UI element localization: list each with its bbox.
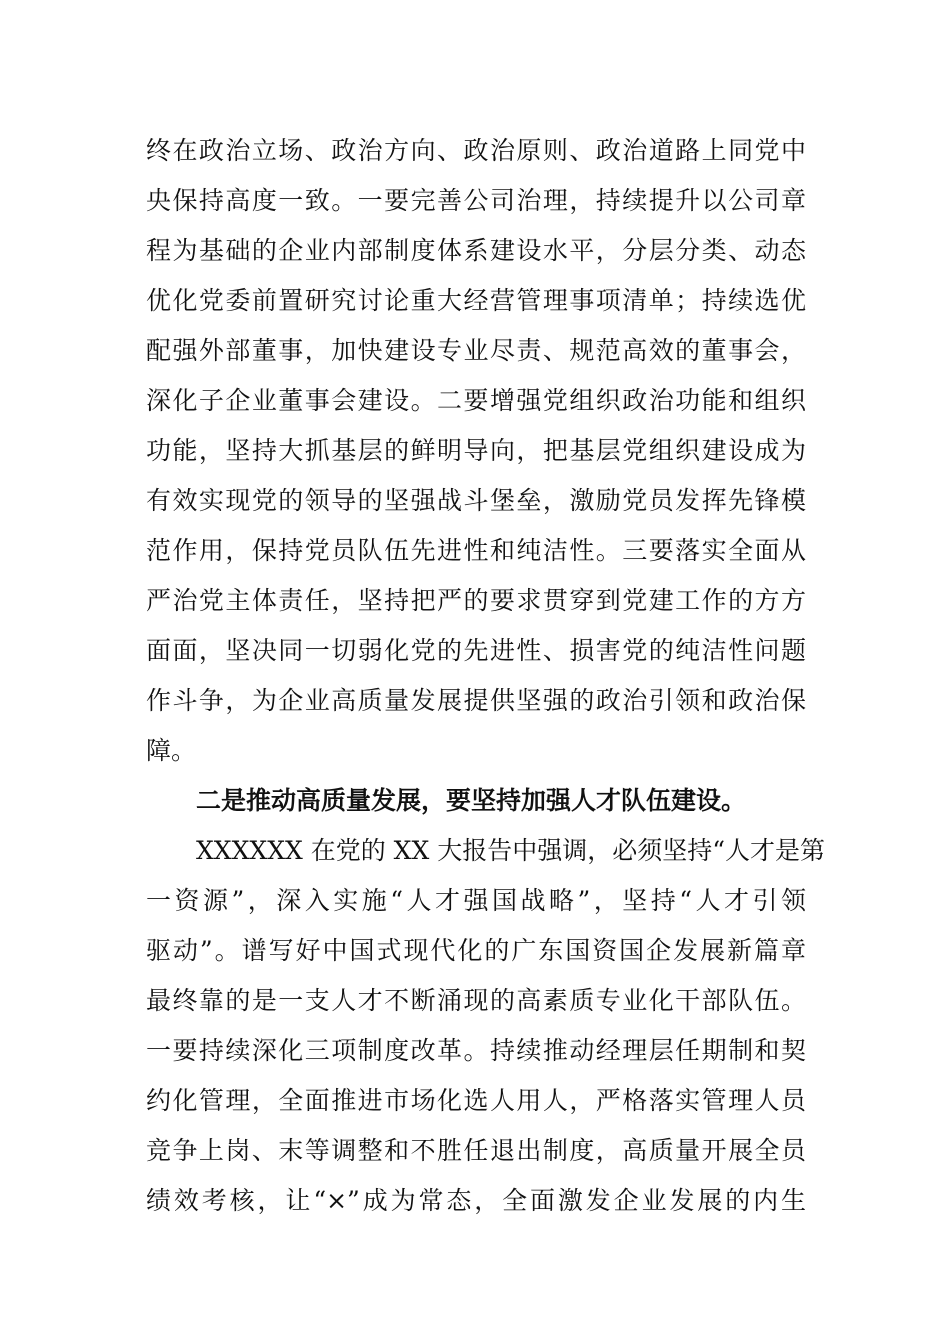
text-line: 竞争上岗、末等调整和不胜任退出制度，高质量开展全员 (146, 1136, 806, 1165)
text-line: 面面，坚决同一切弱化党的先进性、损害党的纯洁性问题 (146, 636, 806, 665)
text-line: 一资源”，深入实施“人才强国战略”，坚持“人才引领 (146, 886, 806, 915)
text-line: 深化子企业董事会建设。二要增强党组织政治功能和组织 (146, 386, 806, 415)
text-line: 终在政治立场、政治方向、政治原则、政治道路上同党中 (146, 136, 806, 165)
text-line: XXXXXX 在党的 XX 大报告中强调，必须坚持“人才是第 (196, 836, 826, 865)
text-line: 有效实现党的领导的坚强战斗堡垒，激励党员发挥先锋模 (146, 486, 806, 515)
section-heading: 二是推动高质量发展，要坚持加强人才队伍建设。 (196, 786, 747, 815)
text-line: 作斗争，为企业高质量发展提供坚强的政治引领和政治保 (146, 686, 806, 715)
text-line: 最终靠的是一支人才不断涌现的高素质专业化干部队伍。 (146, 986, 806, 1015)
text-line: 程为基础的企业内部制度体系建设水平，分层分类、动态 (146, 236, 806, 265)
text-line: 功能，坚持大抓基层的鲜明导向，把基层党组织建设成为 (146, 436, 806, 465)
text-line: 央保持高度一致。一要完善公司治理，持续提升以公司章 (146, 186, 806, 215)
text-line: 约化管理，全面推进市场化选人用人，严格落实管理人员 (146, 1086, 806, 1115)
text-line: 驱动”。谱写好中国式现代化的广东国资国企发展新篇章 (146, 936, 806, 965)
text-line: 障。 (146, 736, 197, 765)
text-line: 范作用，保持党员队伍先进性和纯洁性。三要落实全面从 (146, 536, 806, 565)
text-line: 配强外部董事，加快建设专业尽责、规范高效的董事会， (146, 336, 806, 365)
text-line: 一要持续深化三项制度改革。持续推动经理层任期制和契 (146, 1036, 806, 1065)
text-line: 严治党主体责任，坚持把严的要求贯穿到党建工作的方方 (146, 586, 806, 615)
text-line: 优化党委前置研究讨论重大经营管理事项清单；持续选优 (146, 286, 806, 315)
text-line: 绩效考核，让“×”成为常态，全面激发企业发展的内生 (146, 1186, 806, 1215)
